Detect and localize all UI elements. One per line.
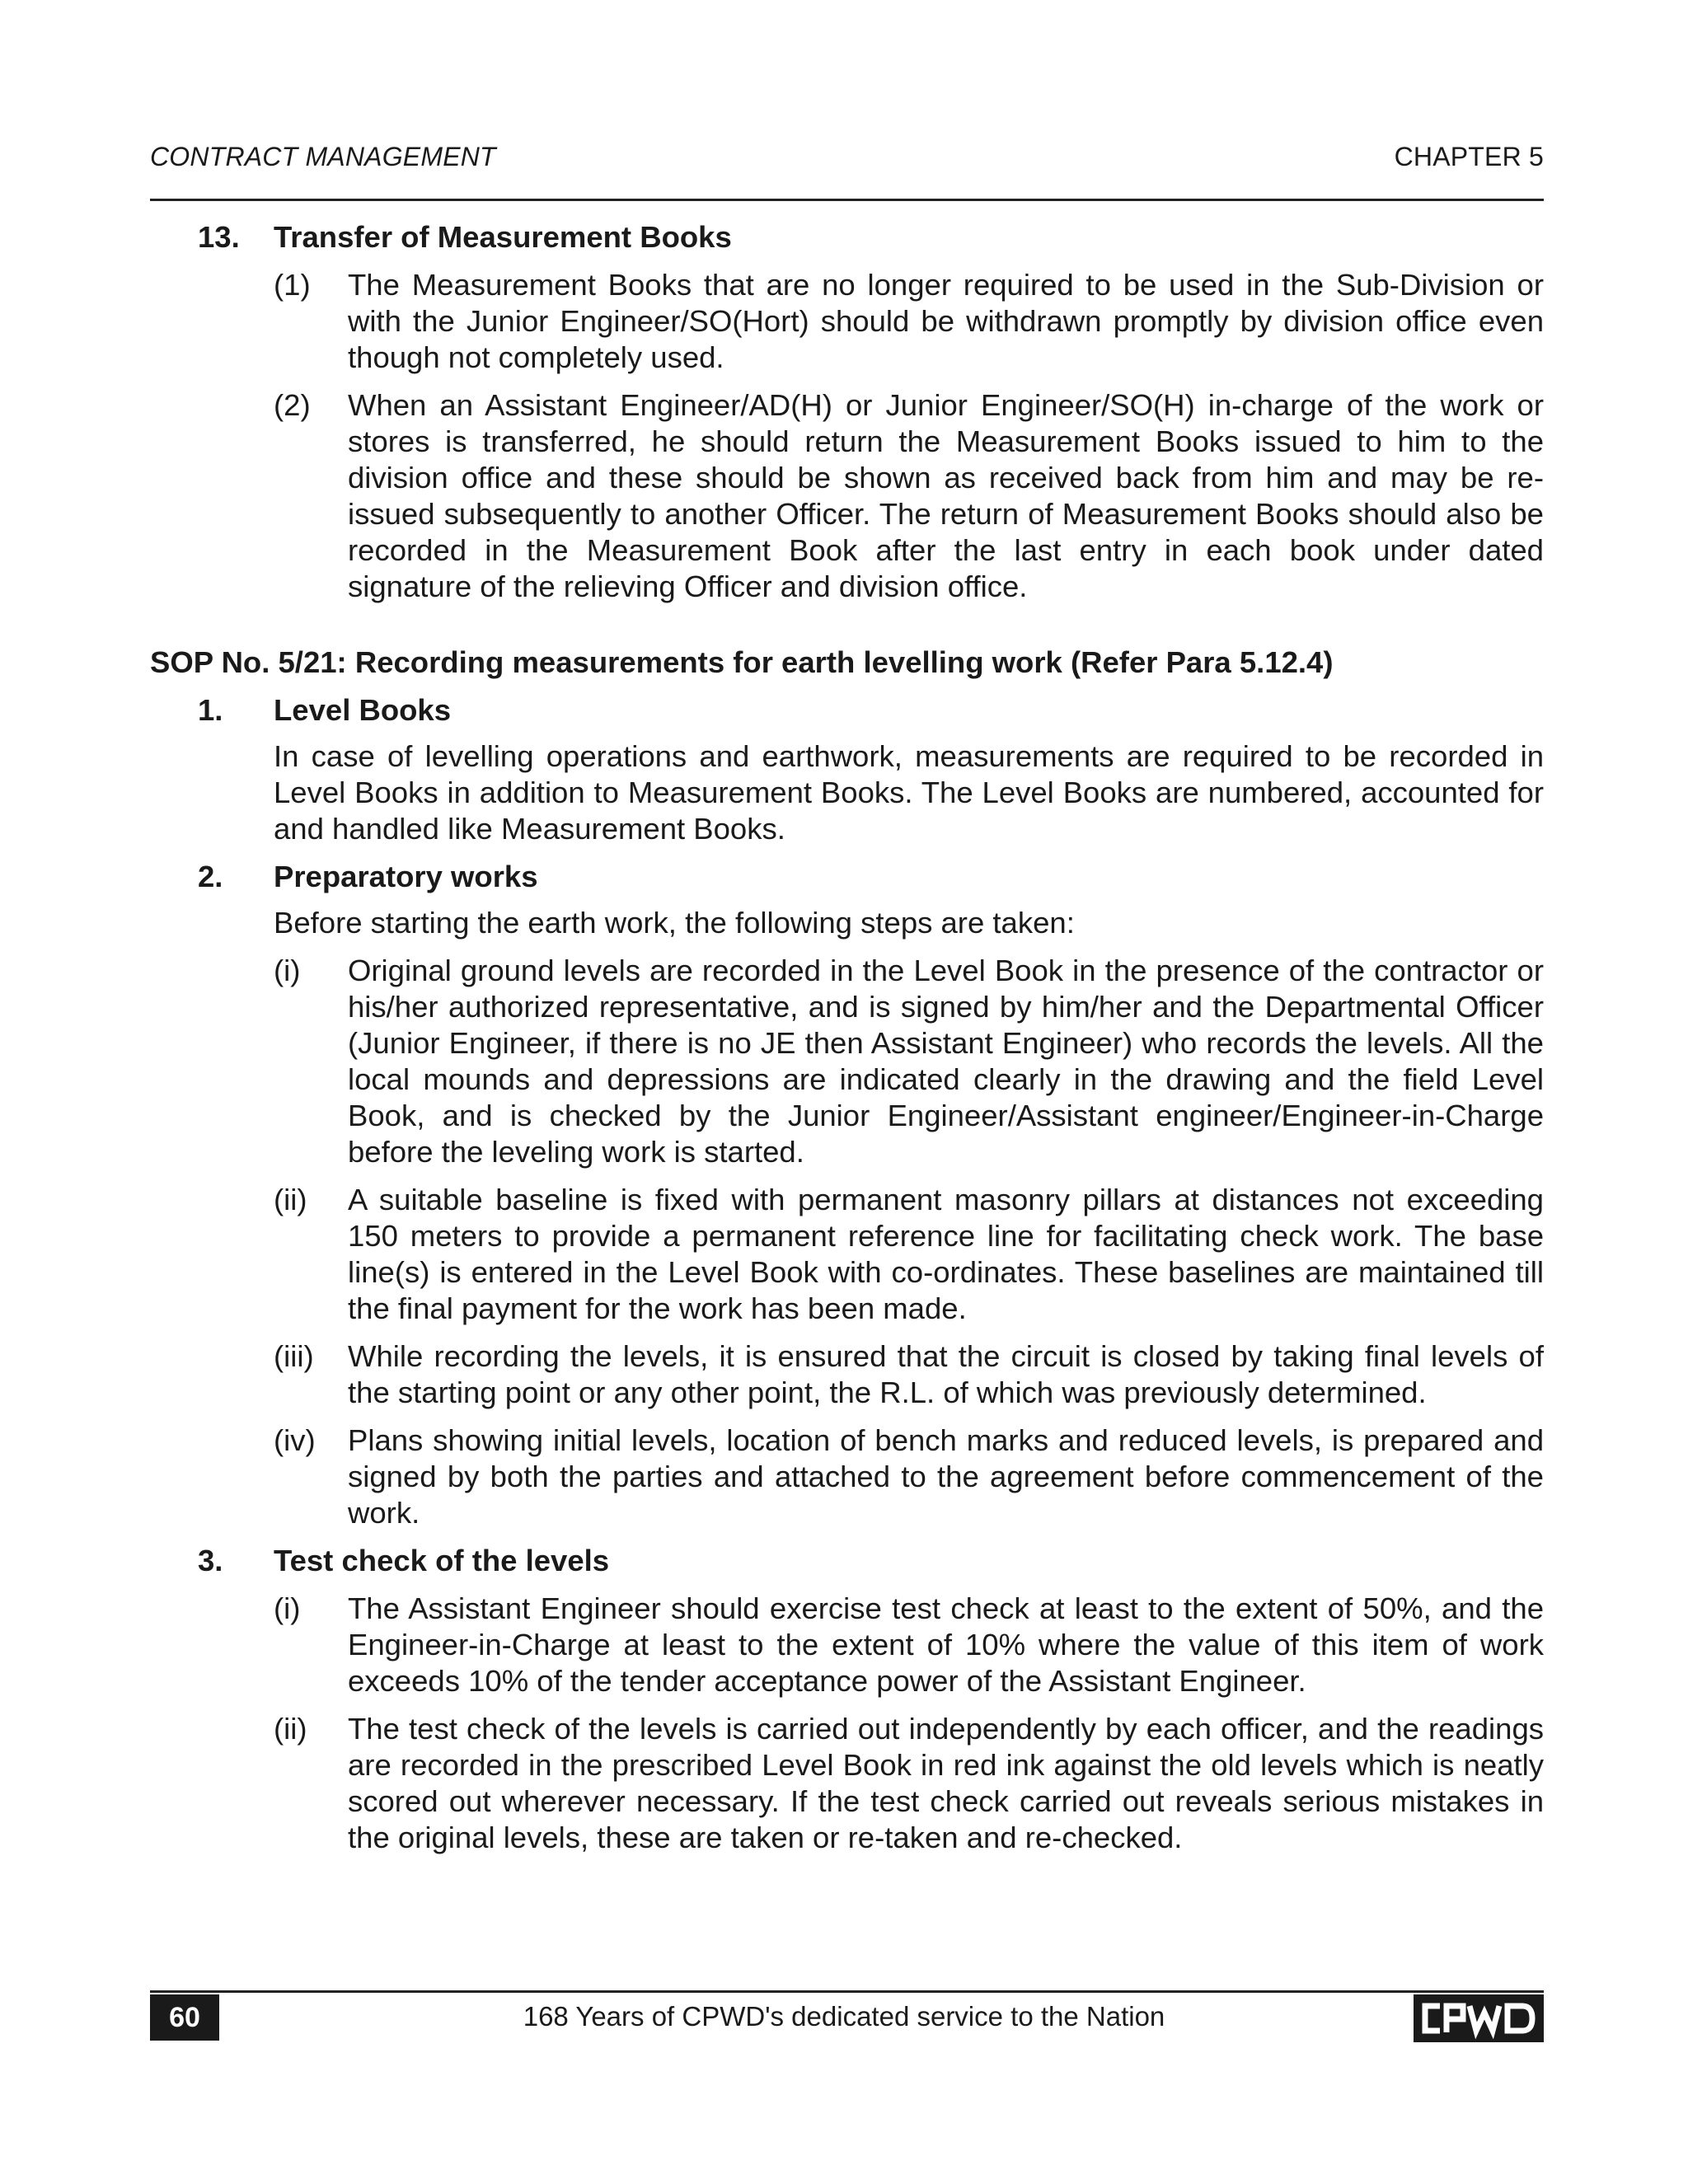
list-item (274, 1591, 1544, 1699)
item-text: Plans showing initial levels, location of bench marks and reduced levels, is prepared and signed by both the parties and attached to the agreement before commencement of the work. (348, 1423, 1544, 1530)
item-marker: (i) (274, 1591, 301, 1625)
item-text: When an Assistant Engineer/AD(H) or Junior Engineer/SO(H) in-charge of the work or stores is transferred, he should return the Measurement Books issued to him to the division office and these should be shown as received back from him and may be re-issued subsequently to another Officer. The return of Measurement Books should also be recorded in the Measurement Book after the last entry in each book under dated signature of the relieving Officer and division office. (348, 388, 1544, 603)
section-number: 2. (198, 860, 223, 893)
running-header (150, 142, 1544, 180)
section-number: 1. (198, 693, 223, 727)
list-item (274, 1182, 1544, 1327)
item-marker: (iii) (274, 1339, 314, 1373)
sop-section-1-heading (150, 692, 1544, 729)
header-rule (150, 199, 1544, 201)
sop-section-3-heading (150, 1543, 1544, 1579)
page-number: 60 (150, 1994, 219, 2041)
footer-tagline: 168 Years of CPWD's dedicated service to the Nation (523, 2001, 1165, 2032)
item-marker: (1) (274, 268, 311, 302)
section-title: Level Books (274, 693, 452, 727)
section-title: Test check of the levels (274, 1544, 610, 1577)
item-text: The test check of the levels is carried out independently by each officer, and the readings are recorded in the prescribed Level Book in red ink against the old levels which is neatly scored out wherever necessary. If the test check carried out reveals serious mistakes in the original levels, these are taken or re-taken and re-checked. (348, 1712, 1544, 1854)
item-marker: (2) (274, 388, 311, 422)
section-title: Transfer of Measurement Books (274, 220, 732, 254)
section-title: Preparatory works (274, 860, 538, 893)
section-number: 3. (198, 1544, 223, 1577)
item-text: Original ground levels are recorded in the Level Book in the presence of the contractor or his/her authorized representative, and is signed by him/her and the Departmental Officer (Junior Engineer, if there is no JE then Assistant Engineer) who records the levels. All the local mounds and depressions are indicated clearly in the drawing and the field Level Book, and is checked by the Junior Engineer/Assistant engineer/Engineer-in-Charge before the leveling work is started. (348, 954, 1544, 1169)
footer-rule (150, 1990, 1544, 1993)
list-item (274, 953, 1544, 1170)
item-text: The Measurement Books that are no longer required to be used in the Sub-Division or with the Junior Engineer/SO(Hort) should be withdrawn promptly by division office even though not completely used. (348, 268, 1544, 374)
section-number: 13. (198, 220, 240, 254)
item-text: The Assistant Engineer should exercise test check at least to the extent of 50%, and the Engineer-in-Charge at least to the extent of 10% where the value of this item of work exceeds 10% of the tender acceptance power of the Assistant Engineer. (348, 1591, 1544, 1698)
list-item (274, 387, 1544, 605)
header-right: CHAPTER 5 (1394, 142, 1544, 171)
item-marker: (i) (274, 954, 301, 987)
item-text: While recording the levels, it is ensured that the circuit is closed by taking final levels of the starting point or any other point, the R.L. of which was previously determined. (348, 1339, 1544, 1409)
sop-heading: SOP No. 5/21: Recording measurements for earth levelling work (Refer Para 5.12.4) (150, 645, 1334, 679)
page-body (150, 219, 1544, 1856)
list-item (274, 1338, 1544, 1411)
sop-section-2-heading (150, 859, 1544, 895)
item-marker: (ii) (274, 1183, 307, 1216)
item-marker: (ii) (274, 1712, 307, 1746)
paragraph: In case of levelling operations and earthwork, measurements are required to be recorded in Level Books in addition to Measurement Books. The Level Books are numbered, accounted for and handled like Measurement Books. (274, 739, 1544, 846)
section-13-heading (150, 219, 1544, 255)
paragraph: Before starting the earth work, the following steps are taken: (274, 906, 1075, 940)
list-item (274, 1422, 1544, 1531)
item-marker: (iv) (274, 1423, 316, 1457)
list-item (274, 1711, 1544, 1856)
header-left: CONTRACT MANAGEMENT (150, 142, 496, 171)
item-text: A suitable baseline is fixed with permanent masonry pillars at distances not exceeding 150 meters to provide a permanent reference line for facilitating check work. The base line(s) is entered in the Level Book with co-ordinates. These baselines are maintained till the final payment for the work has been made. (348, 1183, 1544, 1325)
cpwd-logo-icon (1414, 1994, 1544, 2042)
list-item (274, 267, 1544, 376)
